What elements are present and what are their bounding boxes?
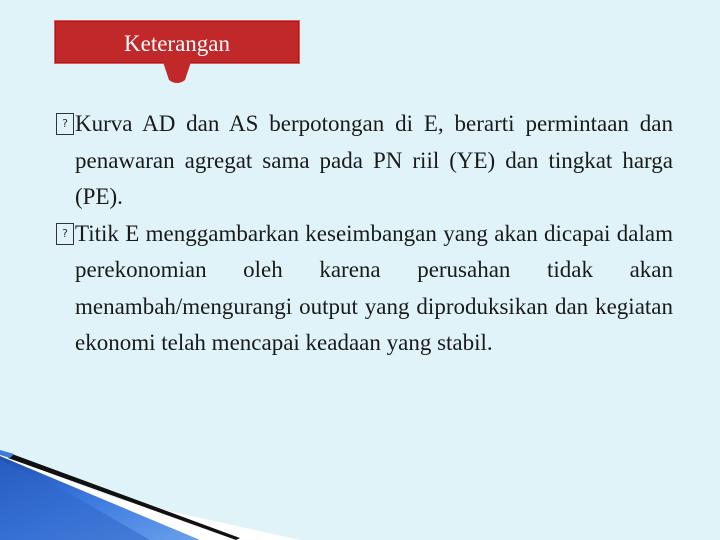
bullet-text: Titik E menggambarkan keseimbangan yang akan dicapai dalam perekonomian oleh karena perusahan tidak akan menambah/mengurangi output yang diproduksikan dan kegiatan ekonomi telah mencapai keadaan yang stabil.	[75, 220, 673, 355]
bullet-item	[56, 216, 673, 362]
bullet-item	[56, 106, 673, 216]
bullet-placeholder-icon: ?	[56, 113, 74, 135]
title-banner	[54, 20, 300, 64]
bullet-list	[56, 106, 673, 362]
title-pointer-icon	[163, 62, 191, 86]
corner-decoration	[0, 440, 300, 540]
bullet-placeholder-icon: ?	[56, 223, 74, 245]
bullet-text: Kurva AD dan AS berpotongan di E, berarti permintaan dan penawaran agregat sama pada PN riil (YE) dan tingkat harga (PE).	[75, 111, 673, 209]
title-text: Keterangan	[124, 31, 230, 56]
